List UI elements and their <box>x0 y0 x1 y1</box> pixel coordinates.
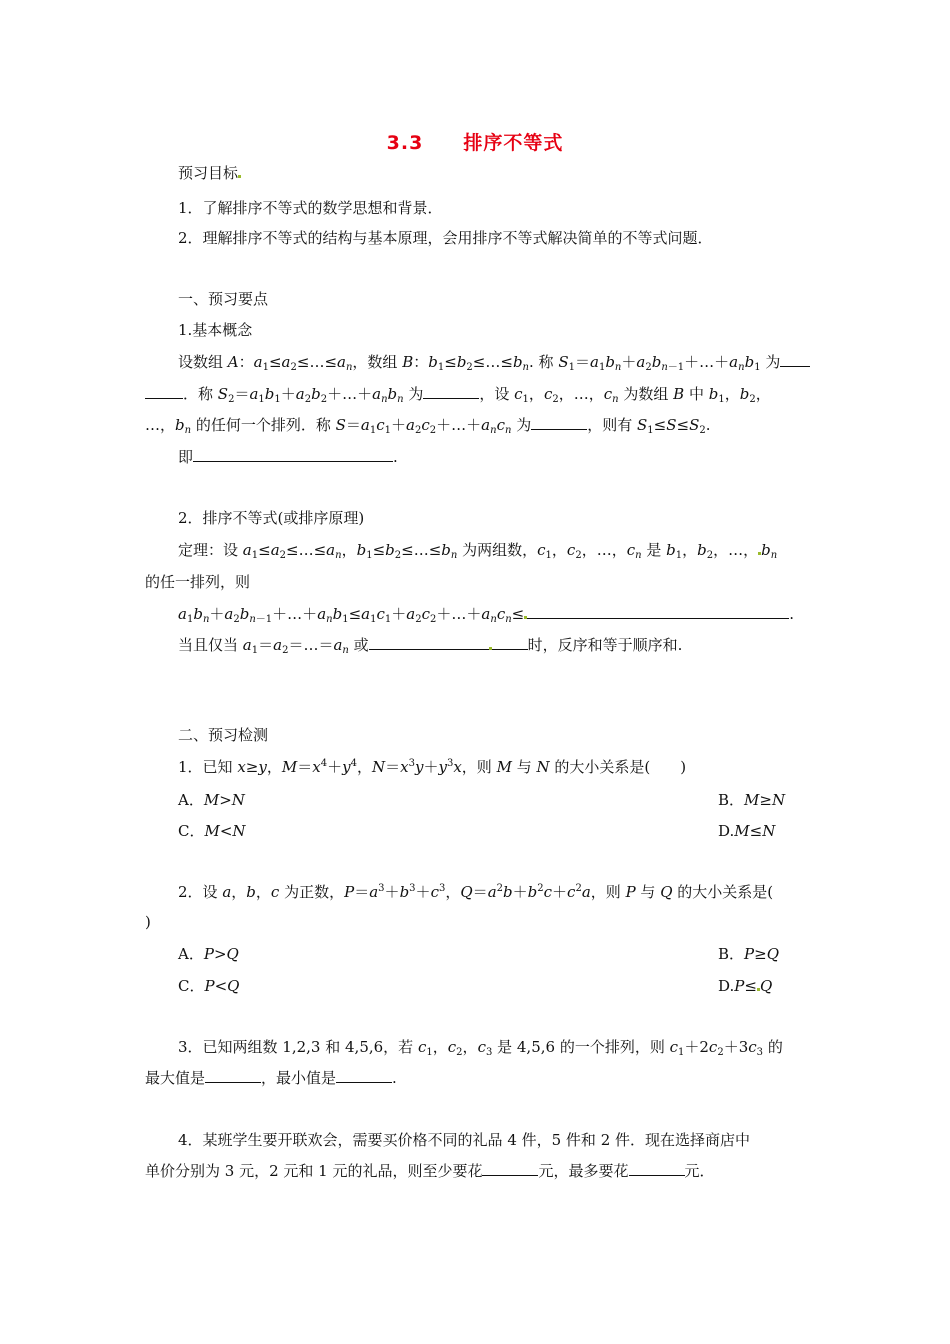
concept-heading: 1.基本概念 <box>178 321 253 339</box>
q2-option-b[interactable]: B．P≥Q <box>718 945 780 963</box>
q1-option-d[interactable]: D.M≤N <box>718 822 776 840</box>
goals-heading: 预习目标 <box>178 163 241 183</box>
theorem-line-1: 定理：设 $a_1\le a_2\le\dots\le a_n$，$b_1\le b_2\le\dots\le b_n$ 为两组数，$c_1$，$c_2$，…，$c_n$ 是 $b_1$，$b_2$，…， $b_n$ <box>178 541 778 561</box>
theorem-inequality: $a_1b_n+a_2b_{n-1}+\dots+a_nb_1\le a_1c_1+a_2c_2+\dots+a_nc_n\le$ . <box>178 605 795 625</box>
question-4-line-2: 单价分别为 3 元，2 元和 1 元的礼品，则至少要花 元，最多要花 元． <box>145 1162 715 1180</box>
question-4: 4．某班学生要开联欢会，需要买价格不同的礼品 4 件，5 件和 2 件．现在选择商店中 <box>178 1131 751 1149</box>
question-2: 2．设 a，b，c 为正数，$P=a^3+b^3+c^3$，$Q=a^2b+b^2c+c^2a$，则 P 与 Q 的大小关系是( <box>178 883 774 901</box>
q1-option-b[interactable]: B．M≥N <box>718 791 786 809</box>
section-heading-preview-check: 二、预习检测 <box>178 726 269 744</box>
page-title <box>0 128 950 155</box>
question-2-wrap: ) <box>145 913 151 931</box>
q2-option-a[interactable]: A．P>Q <box>178 945 239 963</box>
q2-option-c[interactable]: C．P<Q <box>178 977 240 995</box>
question-3-line-2: 最大值是 ，最小值是 . <box>145 1069 397 1087</box>
title-text: 排序不等式 <box>463 132 564 154</box>
question-3: 3．已知两组数 1,2,3 和 4,5,6，若 $c_1$，$c_2$，$c_3$ 是 4,5,6 的一个排列，则 $c_1+2c_2+3c_3$ 的 <box>178 1038 783 1058</box>
theorem-heading: 2．排序不等式(或排序原理) <box>178 509 365 527</box>
section-heading-preview-points: 一、预习要点 <box>178 290 269 308</box>
q1-option-a[interactable]: A．M>N <box>178 791 245 809</box>
concept-line-2: ．称 $S_2=a_1b_1+a_2b_2+\dots+a_nb_n$ 为 ，设 $c_1$，$c_2$，…，$c_n$ 为数组 B 中 $b_1$，$b_2$， <box>145 384 771 404</box>
concept-line-1: 设数组 A：$a_1\le a_2\le\dots\le a_n$，数组 B：$b_1\le b_2\le\dots\le b_n$. 称 $S_1=a_1b_n+a_2b_{n-1}+\dots+a_nb_1$ 为 <box>178 352 810 372</box>
theorem-line-2: 的任一排列，则 <box>145 573 251 591</box>
theorem-line-4: 当且仅当 $a_1=a_2=\dots=a_n$ 或 时，反序和等于顺序和. <box>178 636 683 656</box>
goal-item-1: 1．了解排序不等式的数学思想和背景． <box>178 199 443 217</box>
q1-option-c[interactable]: C．M<N <box>178 822 246 840</box>
q2-option-d[interactable]: D.P≤ Q <box>718 977 773 995</box>
section-number: 3.3 <box>386 132 424 154</box>
question-1: 1．已知 x≥y，$M=x^4+y^4$，$N=x^3y+y^3x$，则 M 与 N 的大小关系是( ) <box>178 758 687 776</box>
goal-item-2: 2．理解排序不等式的结构与基本原理，会用排序不等式解决简单的不等式问题． <box>178 229 713 247</box>
concept-line-3: …，$b_n$ 的任何一个排列．称 $S=a_1c_1+a_2c_2+\dots+a_nc_n$ 为 ，则有 $S_1\le S\le S_2$. <box>145 416 711 436</box>
concept-line-4: 即 . <box>178 448 398 466</box>
